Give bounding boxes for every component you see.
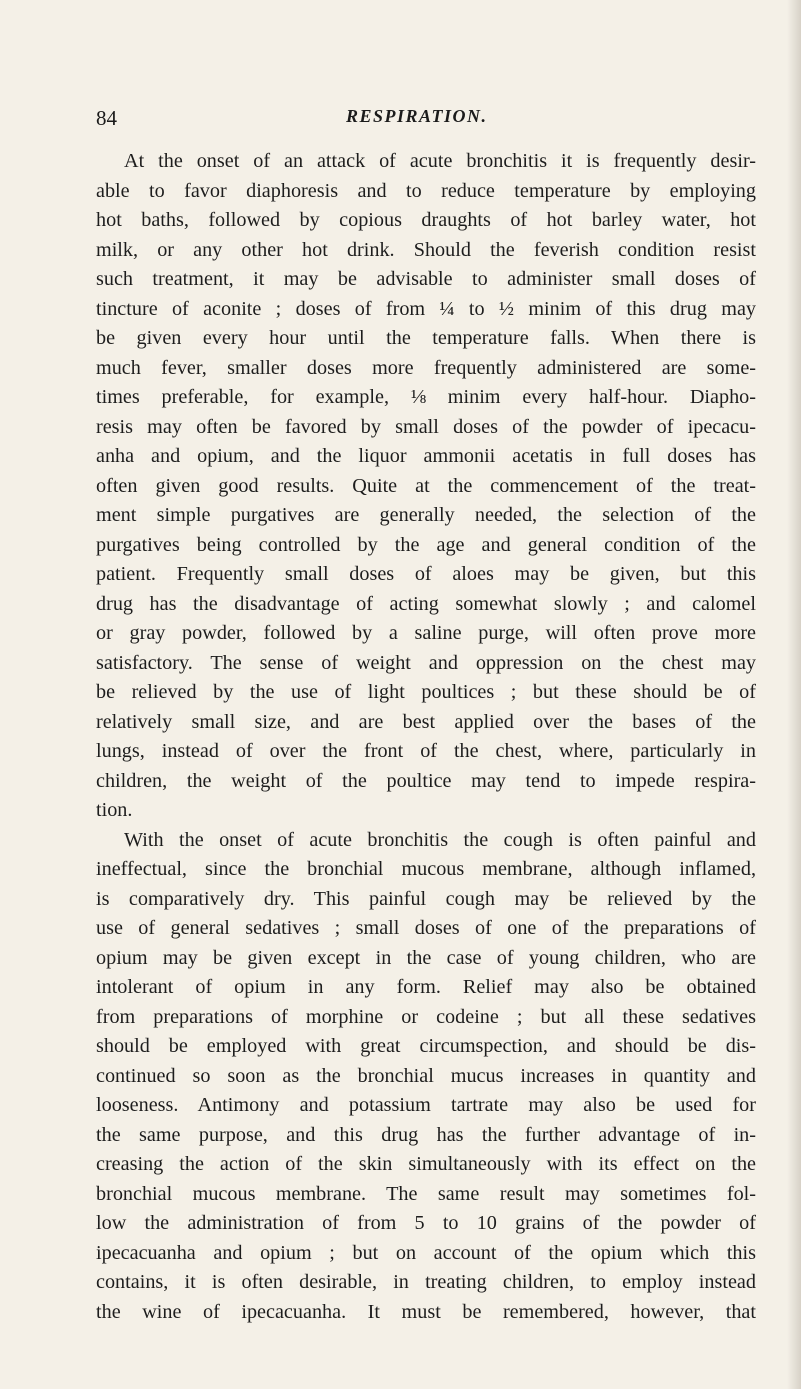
text-line: should be employed with great circumspection, and should be dis- — [96, 1035, 756, 1057]
text-line: is comparatively dry. This painful cough may be relieved by the — [96, 887, 756, 910]
text-line: relatively small size, and are best applied over the bases of the — [96, 710, 756, 733]
text-line: tincture of aconite ; doses of from ¼ to ½ minim of this drug may — [96, 297, 756, 320]
text-line: children, the weight of the poultice may tend to impede respira- — [96, 769, 756, 792]
page-header — [96, 106, 736, 134]
text-line: or gray powder, followed by a saline purge, will often prove more — [96, 622, 756, 644]
text-line: contains, it is often desirable, in treating children, to employ instead — [96, 1271, 756, 1293]
text-line: able to favor diaphoresis and to reduce temperature by employing — [96, 179, 756, 202]
text-line: purgatives being controlled by the age and general condition of the — [96, 533, 756, 556]
text-line: milk, or any other hot drink. Should the feverish condition resist — [96, 238, 756, 261]
text-line: times preferable, for example, ⅛ minim every half-hour. Diapho- — [96, 386, 756, 408]
paragraph-1 — [96, 147, 756, 826]
text-line: tion. — [96, 799, 133, 821]
running-head: RESPIRATION. — [346, 106, 488, 126]
text-line: satisfactory. The sense of weight and oppression on the chest may — [96, 651, 756, 674]
body-text — [96, 147, 756, 1327]
text-line: opium may be given except in the case of young children, who are — [96, 946, 756, 969]
text-line: hot baths, followed by copious draughts of hot barley water, hot — [96, 209, 756, 231]
text-line: be given every hour until the temperature falls. When there is — [96, 327, 756, 349]
text-line: ment simple purgatives are generally needed, the selection of the — [96, 504, 756, 526]
text-line: drug has the disadvantage of acting somewhat slowly ; and calomel — [96, 592, 756, 615]
text-line: looseness. Antimony and potassium tartrate may also be used for — [96, 1094, 756, 1116]
text-line: low the administration of from 5 to 10 grains of the powder of — [96, 1212, 756, 1234]
text-line: use of general sedatives ; small doses of one of the preparations of — [96, 917, 756, 939]
text-line: often given good results. Quite at the commencement of the treat- — [96, 474, 756, 497]
text-line: At the onset of an attack of acute bronchitis it is frequently desir- — [124, 150, 756, 172]
paragraph-2 — [96, 826, 756, 1328]
page-number: 84 — [96, 106, 117, 130]
text-line: ineffectual, since the bronchial mucous membrane, although inflamed, — [96, 858, 756, 880]
text-line: bronchial mucous membrane. The same result may sometimes fol- — [96, 1182, 756, 1205]
text-line: resis may often be favored by small doses of the powder of ipecacu- — [96, 415, 756, 438]
text-line: much fever, smaller doses more frequently administered are some- — [96, 356, 756, 379]
text-line: be relieved by the use of light poultices ; but these should be of — [96, 681, 756, 703]
text-line: lungs, instead of over the front of the chest, where, particularly in — [96, 740, 756, 762]
text-line: such treatment, it may be advisable to administer small doses of — [96, 268, 756, 290]
text-line: creasing the action of the skin simultaneously with its effect on the — [96, 1153, 756, 1175]
text-line: ipecacuanha and opium ; but on account of the opium which this — [96, 1241, 756, 1264]
text-line: the same purpose, and this drug has the further advantage of in- — [96, 1123, 756, 1146]
text-line: anha and opium, and the liquor ammonii acetatis in full doses has — [96, 445, 756, 467]
text-line: continued so soon as the bronchial mucus increases in quantity and — [96, 1064, 756, 1087]
text-line: patient. Frequently small doses of aloes may be given, but this — [96, 563, 756, 585]
page-edge-shadow — [787, 0, 801, 1389]
text-line: the wine of ipecacuanha. It must be remembered, however, that — [96, 1300, 756, 1323]
text-line: intolerant of opium in any form. Relief may also be obtained — [96, 976, 756, 998]
text-line: from preparations of morphine or codeine ; but all these sedatives — [96, 1005, 756, 1028]
text-line: With the onset of acute bronchitis the cough is often painful and — [124, 828, 756, 851]
